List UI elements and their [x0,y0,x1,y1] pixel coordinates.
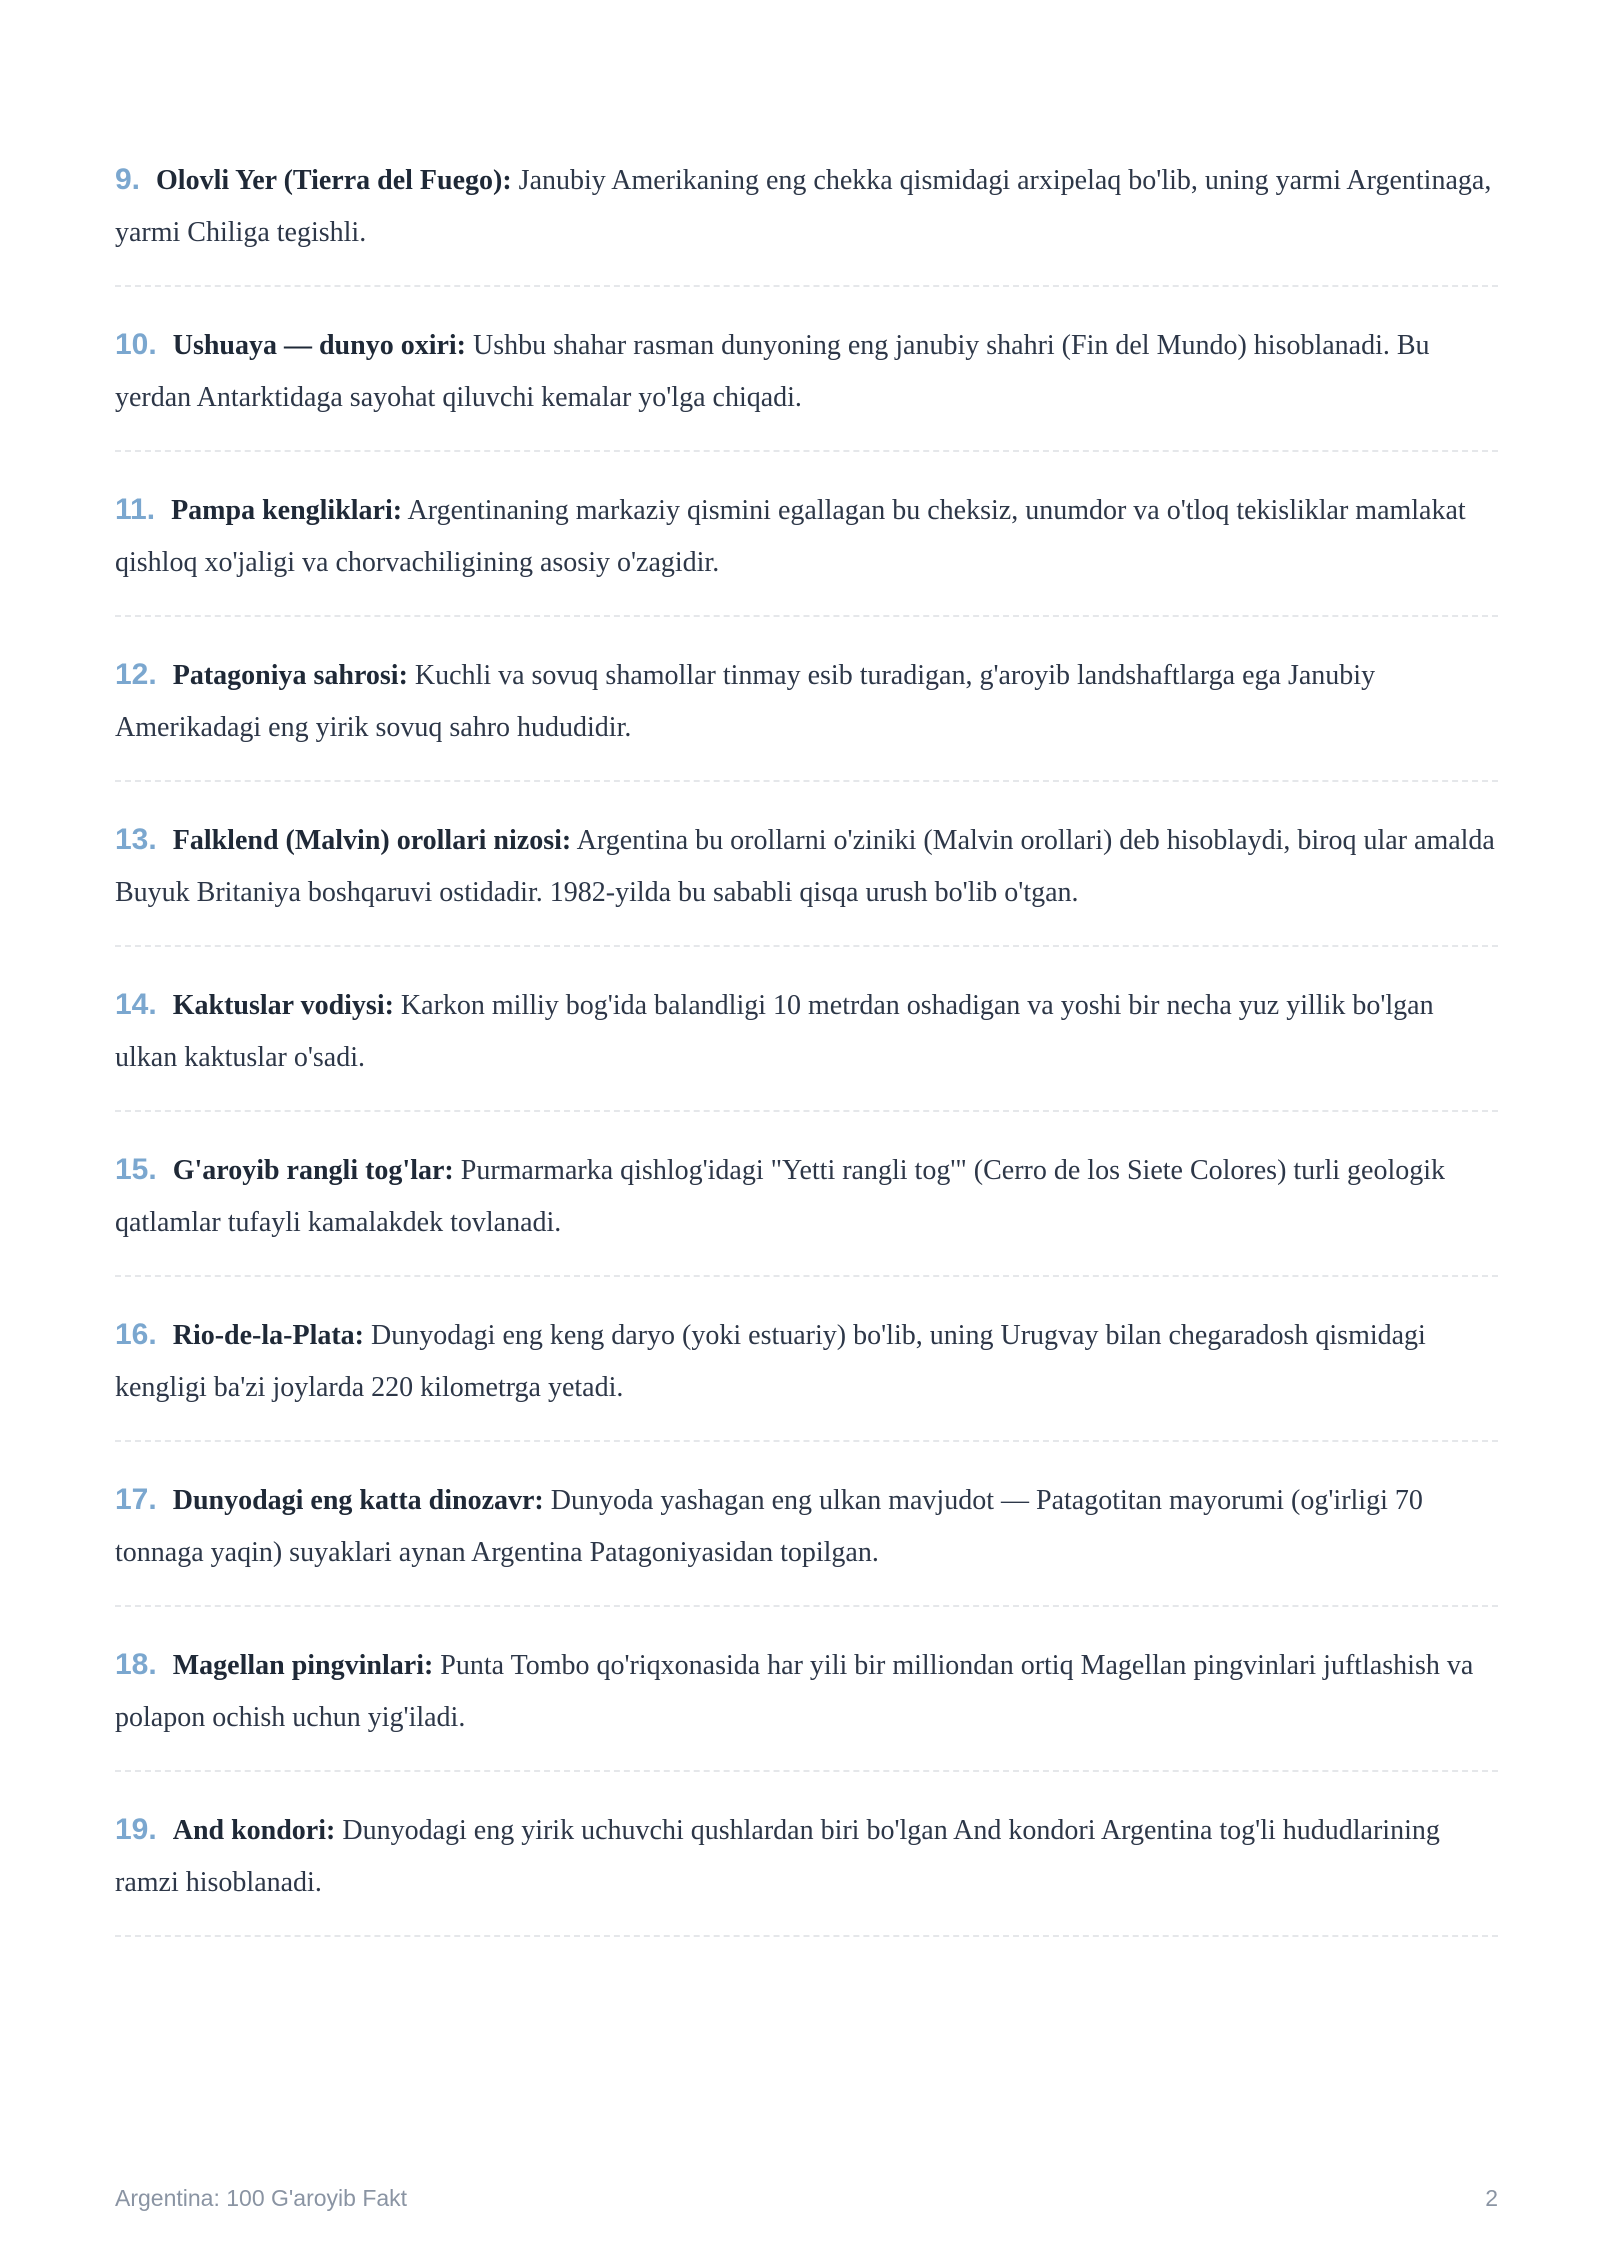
fact-text [115,319,1498,424]
fact-description: Argentina bu orollarni o'ziniki (Malvin orollari) deb hisoblaydi, biroq ular amalda Buyuk Britaniya boshqaruvi ostidadir. 1982-yilda bu sababli qisqa urush bo'lib o'tgan. [115,825,1495,908]
fact-title: G'aroyib rangli tog'lar: [172,1155,454,1186]
fact-text [115,1639,1498,1744]
fact-description: Dunyodagi eng keng daryo (yoki estuariy) bo'lib, uning Urugvay bilan chegaradosh qismidagi kengligi ba'zi joylarda 220 kilometrga yetadi. [115,1320,1426,1403]
fact-item-9 [115,150,1498,287]
fact-number: 11. [115,493,156,526]
fact-title: And kondori: [172,1815,336,1846]
fact-title: Ushuaya — dunyo oxiri: [172,330,467,361]
fact-description: Karkon milliy bog'ida balandligi 10 metrdan oshadigan va yoshi bir necha yuz yillik bo'lgan ulkan kaktuslar o'sadi. [115,990,1434,1073]
fact-text [115,979,1498,1084]
fact-number: 17. [115,1483,157,1516]
fact-number: 16. [115,1318,157,1351]
fact-number: 12. [115,658,157,691]
footer-page-number: 2 [1485,2185,1498,2211]
page-footer [115,2185,1498,2212]
fact-number: 19. [115,1813,157,1846]
fact-number: 18. [115,1648,157,1681]
fact-title: Patagoniya sahrosi: [172,660,408,691]
fact-text [115,484,1498,589]
fact-text [115,649,1498,754]
fact-item-17 [115,1470,1498,1607]
fact-title: Magellan pingvinlari: [172,1650,434,1681]
fact-title: Olovli Yer (Tierra del Fuego): [156,165,512,196]
fact-text [115,154,1498,259]
fact-number: 9. [115,163,141,196]
fact-item-10 [115,315,1498,452]
fact-description: Janubiy Amerikaning eng chekka qismidagi arxipelaq bo'lib, uning yarmi Argentinaga, yarmi Chiliga tegishli. [115,165,1492,248]
fact-title: Kaktuslar vodiysi: [172,990,394,1021]
footer-document-title: Argentina: 100 G'aroyib Fakt [115,2185,408,2211]
fact-text [115,1474,1498,1579]
fact-text [115,1309,1498,1414]
fact-text [115,1804,1498,1909]
fact-item-19 [115,1800,1498,1937]
fact-title: Dunyodagi eng katta dinozavr: [172,1485,544,1516]
fact-text [115,814,1498,919]
fact-title: Rio-de-la-Plata: [172,1320,365,1351]
fact-number: 14. [115,988,157,1021]
fact-number: 15. [115,1153,157,1186]
fact-number: 13. [115,823,157,856]
fact-description: Punta Tombo qo'riqxonasida har yili bir milliondan ortiq Magellan pingvinlari juftlashish va polapon ochish uchun yig'iladi. [115,1650,1474,1733]
fact-title: Pampa kengliklari: [171,495,403,526]
fact-title: Falklend (Malvin) orollari nizosi: [172,825,572,856]
fact-list [115,150,1498,1965]
fact-item-16 [115,1305,1498,1442]
fact-description: Kuchli va sovuq shamollar tinmay esib turadigan, g'aroyib landshaftlarga ega Janubiy Amerikadagi eng yirik sovuq sahro hududidir. [115,660,1376,743]
fact-item-18 [115,1635,1498,1772]
fact-description: Dunyodagi eng yirik uchuvchi qushlardan biri bo'lgan And kondori Argentina tog'li hududlarining ramzi hisoblanadi. [115,1815,1440,1898]
fact-description: Argentinaning markaziy qismini egallagan bu cheksiz, unumdor va o'tloq tekisliklar mamlakat qishloq xo'jaligi va chorvachiligining asosiy o'zagidir. [115,495,1466,578]
fact-description: Ushbu shahar rasman dunyoning eng janubiy shahri (Fin del Mundo) hisoblanadi. Bu yerdan Antarktidaga sayohat qiluvchi kemalar yo'lga chiqadi. [115,330,1430,413]
fact-number: 10. [115,328,157,361]
fact-item-13 [115,810,1498,947]
fact-description: Purmarmarka qishlog'idagi "Yetti rangli tog'" (Cerro de los Siete Colores) turli geologik qatlamlar tufayli kamalakdek tovlanadi. [115,1155,1446,1238]
fact-item-12 [115,645,1498,782]
fact-item-15 [115,1140,1498,1277]
fact-item-14 [115,975,1498,1112]
fact-description: Dunyoda yashagan eng ulkan mavjudot — Patagotitan mayorumi (og'irligi 70 tonnaga yaqin) suyaklari aynan Argentina Patagoniyasidan topilgan. [115,1485,1423,1568]
fact-item-11 [115,480,1498,617]
fact-text [115,1144,1498,1249]
